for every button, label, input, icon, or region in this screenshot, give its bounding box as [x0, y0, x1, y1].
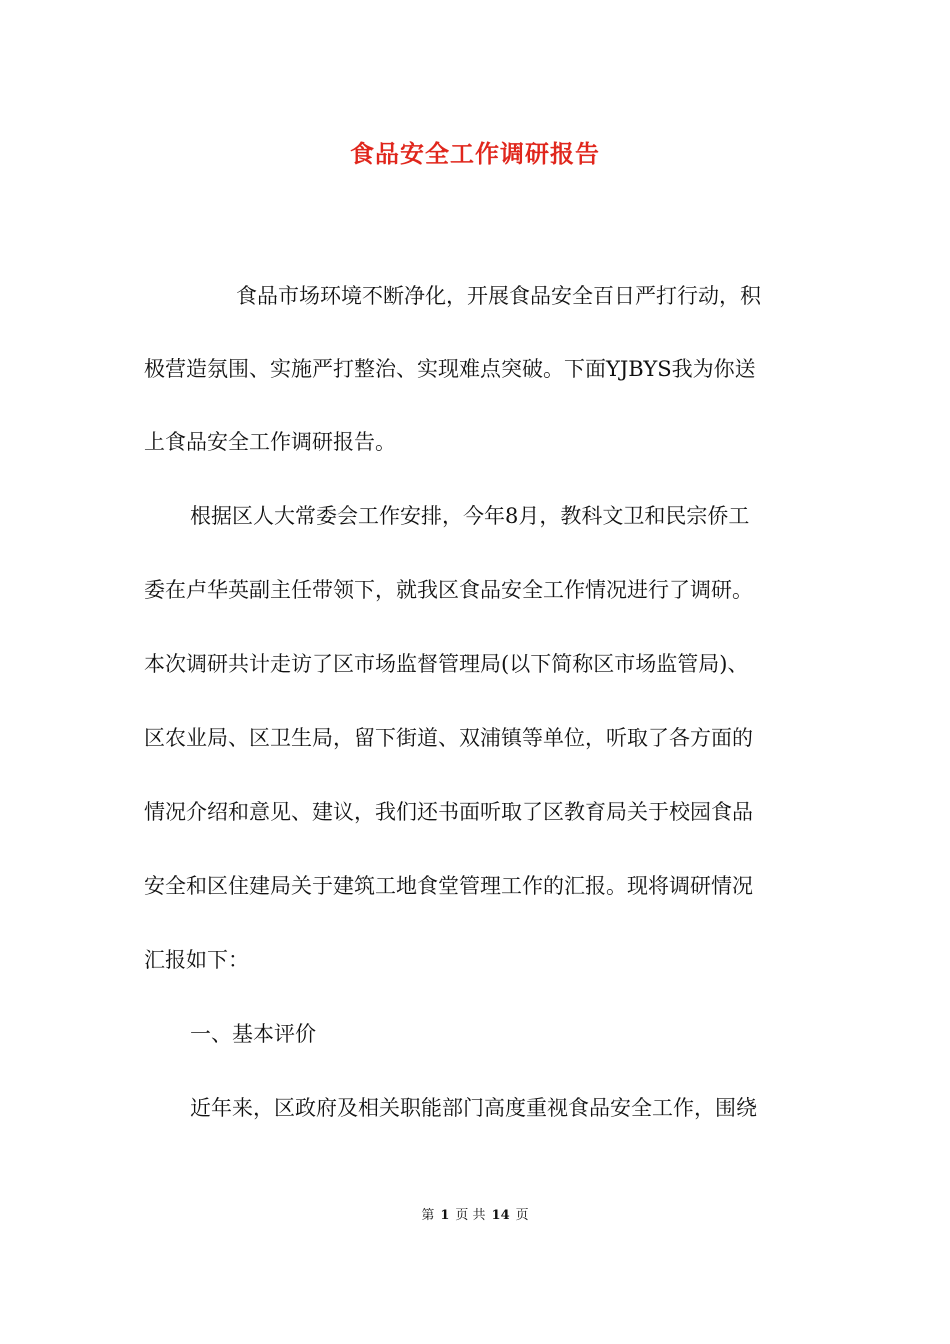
paragraph-line-5: 委在卢华英副主任带领下，就我区食品安全工作情况进行了调研。 [144, 578, 753, 602]
section-heading: 一、基本评价 [190, 1022, 316, 1046]
footer-end-label: 页 [515, 1208, 529, 1223]
footer-current-page: 1 [440, 1208, 450, 1223]
footer-of-label: 页 共 [455, 1208, 486, 1223]
paragraph-line-1: 食品市场环境不断净化，开展食品安全百日严打行动，积 [236, 284, 761, 308]
paragraph-line-3: 上食品安全工作调研报告。 [144, 430, 396, 454]
paragraph-line-4: 根据区人大常委会工作安排，今年8月，教科文卫和民宗侨工 [190, 504, 750, 528]
document-title: 食品安全工作调研报告 [350, 139, 600, 168]
paragraph-line-10: 汇报如下： [144, 948, 249, 972]
paragraph-line-12: 近年来，区政府及相关职能部门高度重视食品安全工作，围绕 [190, 1096, 757, 1120]
paragraph-line-9: 安全和区住建局关于建筑工地食堂管理工作的汇报。现将调研情况 [144, 874, 753, 898]
page-footer [0, 1206, 950, 1226]
footer-page-label: 第 [421, 1208, 435, 1223]
paragraph-line-8: 情况介绍和意见、建议，我们还书面听取了区教育局关于校园食品 [144, 800, 753, 824]
footer-total-pages: 14 [491, 1208, 510, 1223]
paragraph-line-7: 区农业局、区卫生局，留下街道、双浦镇等单位，听取了各方面的 [144, 726, 753, 750]
paragraph-line-2: 极营造氛围、实施严打整治、实现难点突破。下面YJBYS我为你送 [144, 357, 756, 381]
paragraph-line-6: 本次调研共计走访了区市场监督管理局(以下简称区市场监管局)、 [144, 652, 749, 676]
